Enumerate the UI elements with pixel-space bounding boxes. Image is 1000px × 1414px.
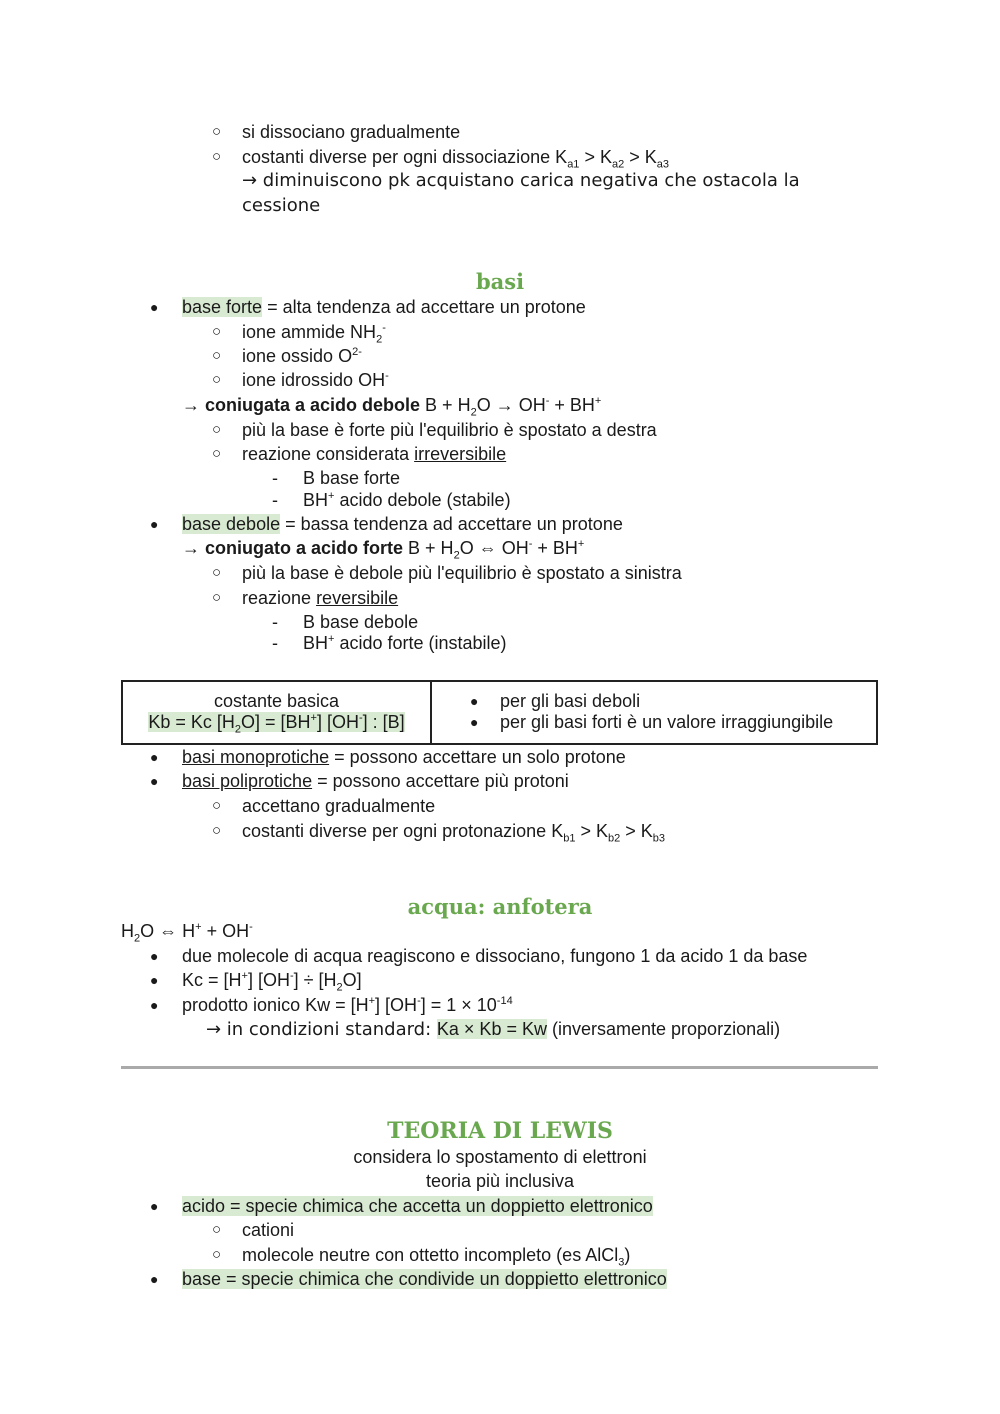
formula-cell <box>122 681 431 744</box>
list-item: base forte = alta tendenza ad accettare un protone <box>182 297 586 317</box>
list-item: costanti diverse per ogni protonazione $K_{b1} > K_{b2} > K_{b3}$ <box>242 821 666 845</box>
dash-bullet-icon: - <box>272 612 278 632</box>
list-item: B base forte <box>303 468 401 488</box>
list-item: più la base è debole più l'equilibrio è spostato a sinistra <box>242 563 682 583</box>
note-line: → in condizioni standard: Ka × Kb = Kw (inversamente proporzionali) <box>206 1019 781 1040</box>
bullet-icon: ● <box>150 997 159 1013</box>
circle-bullet-icon: ○ <box>212 564 222 581</box>
reaction-line: → coniugata a acido debole $B + H_2O \to OH^- + BH^+$ <box>182 395 602 419</box>
basic-constant-table <box>121 680 878 745</box>
bullet-icon: ● <box>150 948 159 964</box>
list-item: molecole neutre con ottetto incompleto (es AlCl$_3$) <box>242 1245 631 1269</box>
notes-cell <box>431 681 877 744</box>
circle-bullet-icon: ○ <box>212 797 222 814</box>
bullet-icon: ● <box>150 773 159 789</box>
list-item: base debole = bassa tendenza ad accettare un protone <box>182 514 623 534</box>
list-item: reazione considerata irreversibile <box>242 444 507 464</box>
circle-bullet-icon: ○ <box>212 589 222 606</box>
section-heading: basi <box>475 269 525 294</box>
list-item: basi monoprotiche = possono accettare un solo protone <box>182 747 626 767</box>
list-item: ione ammide $NH_2^-$ <box>242 322 386 346</box>
bullet-icon: ● <box>470 693 479 709</box>
bullet-icon: ● <box>150 516 159 532</box>
bullet-icon: ● <box>150 1198 159 1214</box>
subtitle-line: teoria più inclusiva <box>425 1171 575 1191</box>
bullet-icon: ● <box>470 714 479 730</box>
list-item: più la base è forte più l'equilibrio è spostato a destra <box>242 420 657 440</box>
list-item: accettano gradualmente <box>242 796 436 816</box>
list-item: ione ossido $O^{2-}$ <box>242 346 362 366</box>
list-item: acido = specie chimica che accetta un doppietto elettronico <box>182 1196 653 1216</box>
bullet-icon: ● <box>150 972 159 988</box>
list-item: basi poliprotiche = possono accettare più protoni <box>182 771 569 791</box>
note-line: cessione <box>242 195 321 216</box>
list-item: due molecole di acqua reagiscono e dissociano, fungono 1 da acido 1 da base <box>182 946 808 966</box>
kb-formula: Kb = Kc $[H_2O] = [BH^+]$ [OH-] : [B] <box>148 712 405 736</box>
bullet-icon: ● <box>150 1271 159 1287</box>
list-item: si dissociano gradualmente <box>242 122 461 142</box>
subtitle-line: considera lo spostamento di elettroni <box>353 1147 647 1167</box>
dash-bullet-icon: - <box>272 468 278 488</box>
list-item: base = specie chimica che condivide un doppietto elettronico <box>182 1269 667 1289</box>
circle-bullet-icon: ○ <box>212 1246 222 1263</box>
circle-bullet-icon: ○ <box>212 822 222 839</box>
list-item: prodotto ionico Kw = [H+] $[OH^-] = 1 \times 10^{-14}$ <box>182 995 513 1015</box>
circle-bullet-icon: ○ <box>212 371 222 388</box>
circle-bullet-icon: ○ <box>212 421 222 438</box>
divider <box>121 1066 878 1069</box>
list-item: BH+ acido forte (instabile) <box>303 633 507 653</box>
bullet-icon: ● <box>150 749 159 765</box>
list-item: B base debole <box>303 612 419 632</box>
bullet-icon: ● <box>150 299 159 315</box>
list-item: reazione reversibile <box>242 588 399 608</box>
cell-title: costante basica <box>213 691 340 711</box>
list-item: Kc = [H+] $[OH^-] \div [H_2O]$ <box>182 970 362 994</box>
circle-bullet-icon: ○ <box>212 1221 222 1238</box>
list-item: ● per gli basi deboli <box>470 691 641 711</box>
dash-bullet-icon: - <box>272 633 278 653</box>
section-heading: acqua: anfotera <box>407 894 593 919</box>
list-item: costanti diverse per ogni dissociazione $K_{a1} > K_{a2} > K_{a3}$ <box>242 147 669 171</box>
circle-bullet-icon: ○ <box>212 148 222 165</box>
list-item: cationi <box>242 1220 295 1240</box>
list-item: BH+ acido debole (stabile) <box>303 490 511 510</box>
circle-bullet-icon: ○ <box>212 323 222 340</box>
circle-bullet-icon: ○ <box>212 123 222 140</box>
equation-line: $H_2O$ ⇔ H+ + OH- <box>121 921 253 945</box>
list-item: ione idrossido OH- <box>242 370 389 390</box>
section-heading: TEORIA DI LEWIS <box>387 1118 613 1144</box>
circle-bullet-icon: ○ <box>212 445 222 462</box>
note-line: → diminuiscono pk acquistano carica negativa che ostacola la <box>242 170 800 191</box>
dash-bullet-icon: - <box>272 490 278 510</box>
reaction-line: → coniugato a acido forte $B + H_2O$ ⇔ OH- + BH+ <box>182 538 585 562</box>
circle-bullet-icon: ○ <box>212 347 222 364</box>
list-item: ● per gli basi forti è un valore irraggiungibile <box>470 712 834 732</box>
